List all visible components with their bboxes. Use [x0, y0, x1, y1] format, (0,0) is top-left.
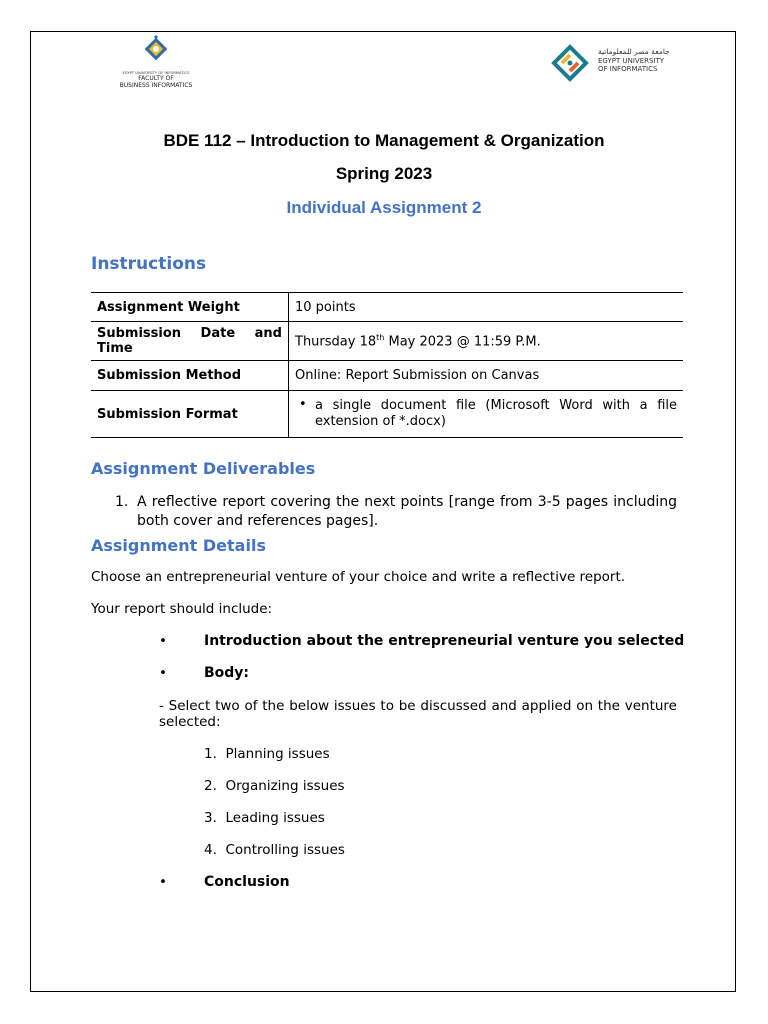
- list-number: 1.: [115, 494, 129, 510]
- faculty-emblem-icon: [141, 34, 171, 64]
- list-item: [204, 778, 345, 794]
- date-time-text: May 2023 @ 11:59 P.M.: [384, 334, 541, 350]
- list-text: Controlling issues: [225, 842, 345, 858]
- assignment-title: Individual Assignment 2: [286, 198, 482, 217]
- term-title: Spring 2023: [335, 164, 433, 183]
- list-item: [115, 493, 677, 531]
- bullet-icon: •: [299, 397, 307, 412]
- row-value: Online: Report Submission on Canvas: [289, 361, 684, 391]
- row-label: Assignment Weight: [91, 293, 289, 322]
- list-text: A reflective report covering the next points [range from 3-5 pages including both cover and references pages].: [137, 494, 677, 529]
- date-suffix: th: [376, 332, 385, 342]
- body-instruction: - Select two of the below issues to be discussed and applied on the venture selected:: [159, 698, 677, 730]
- row-value: [289, 391, 684, 438]
- list-number: 4.: [204, 842, 217, 858]
- list-text: Leading issues: [225, 810, 325, 826]
- instructions-table: [91, 292, 683, 438]
- list-item: [204, 746, 330, 762]
- list-item: [204, 810, 325, 826]
- bullet-introduction: Introduction about the entrepreneurial venture you selected: [204, 633, 685, 649]
- faculty-logo-line1: FACULTY OF: [138, 75, 174, 82]
- table-row: [91, 391, 683, 438]
- details-include: Your report should include:: [91, 601, 273, 617]
- bullet-body: Body:: [204, 665, 250, 681]
- list-number: 3.: [204, 810, 217, 826]
- format-text: a single document file (Microsoft Word with a file extension of *.docx): [315, 398, 677, 429]
- university-logo-line1: EGYPT UNIVERSITY: [598, 56, 665, 65]
- details-intro: Choose an entrepreneurial venture of your choice and write a reflective report.: [91, 569, 626, 585]
- university-logo: [551, 44, 691, 89]
- details-heading: Assignment Details: [91, 536, 266, 555]
- row-label-justified: [97, 326, 282, 341]
- date-text: Thursday 18: [295, 334, 377, 350]
- list-number: 2.: [204, 778, 217, 794]
- bullet-icon: •: [159, 633, 167, 649]
- university-logo-line2: OF INFORMATICS: [598, 65, 658, 73]
- table-row: [91, 293, 683, 322]
- label-word: Submission: [97, 326, 182, 341]
- row-value: [289, 322, 684, 361]
- deliverables-heading: Assignment Deliverables: [91, 459, 316, 478]
- course-title: BDE 112 – Introduction to Management & Organization: [163, 131, 605, 150]
- table-row: [91, 361, 683, 391]
- label-word: Date: [200, 326, 236, 341]
- faculty-logo: [111, 34, 201, 94]
- label-word: Time: [97, 341, 133, 356]
- row-value: 10 points: [289, 293, 684, 322]
- list-number: 1.: [204, 746, 217, 762]
- label-word: and: [254, 326, 282, 341]
- faculty-logo-line2: BUSINESS INFORMATICS: [119, 82, 193, 89]
- table-row: [91, 322, 683, 361]
- instructions-heading: Instructions: [91, 254, 207, 274]
- bullet-icon: •: [159, 665, 167, 681]
- row-label: [91, 322, 289, 361]
- list-text: Organizing issues: [225, 778, 345, 794]
- bullet-icon: •: [159, 874, 167, 890]
- university-emblem-icon: [551, 44, 589, 82]
- document-page: [30, 31, 736, 992]
- list-text: Planning issues: [225, 746, 330, 762]
- row-label: Submission Method: [91, 361, 289, 391]
- list-item: [204, 842, 345, 858]
- university-logo-arabic: جامعة مصر للمعلوماتية: [598, 47, 670, 56]
- faculty-logo-tiny-text: EGYPT UNIVERSITY OF INFORMATICS: [122, 71, 190, 75]
- bullet-conclusion: Conclusion: [204, 874, 290, 890]
- row-label: Submission Format: [91, 391, 289, 438]
